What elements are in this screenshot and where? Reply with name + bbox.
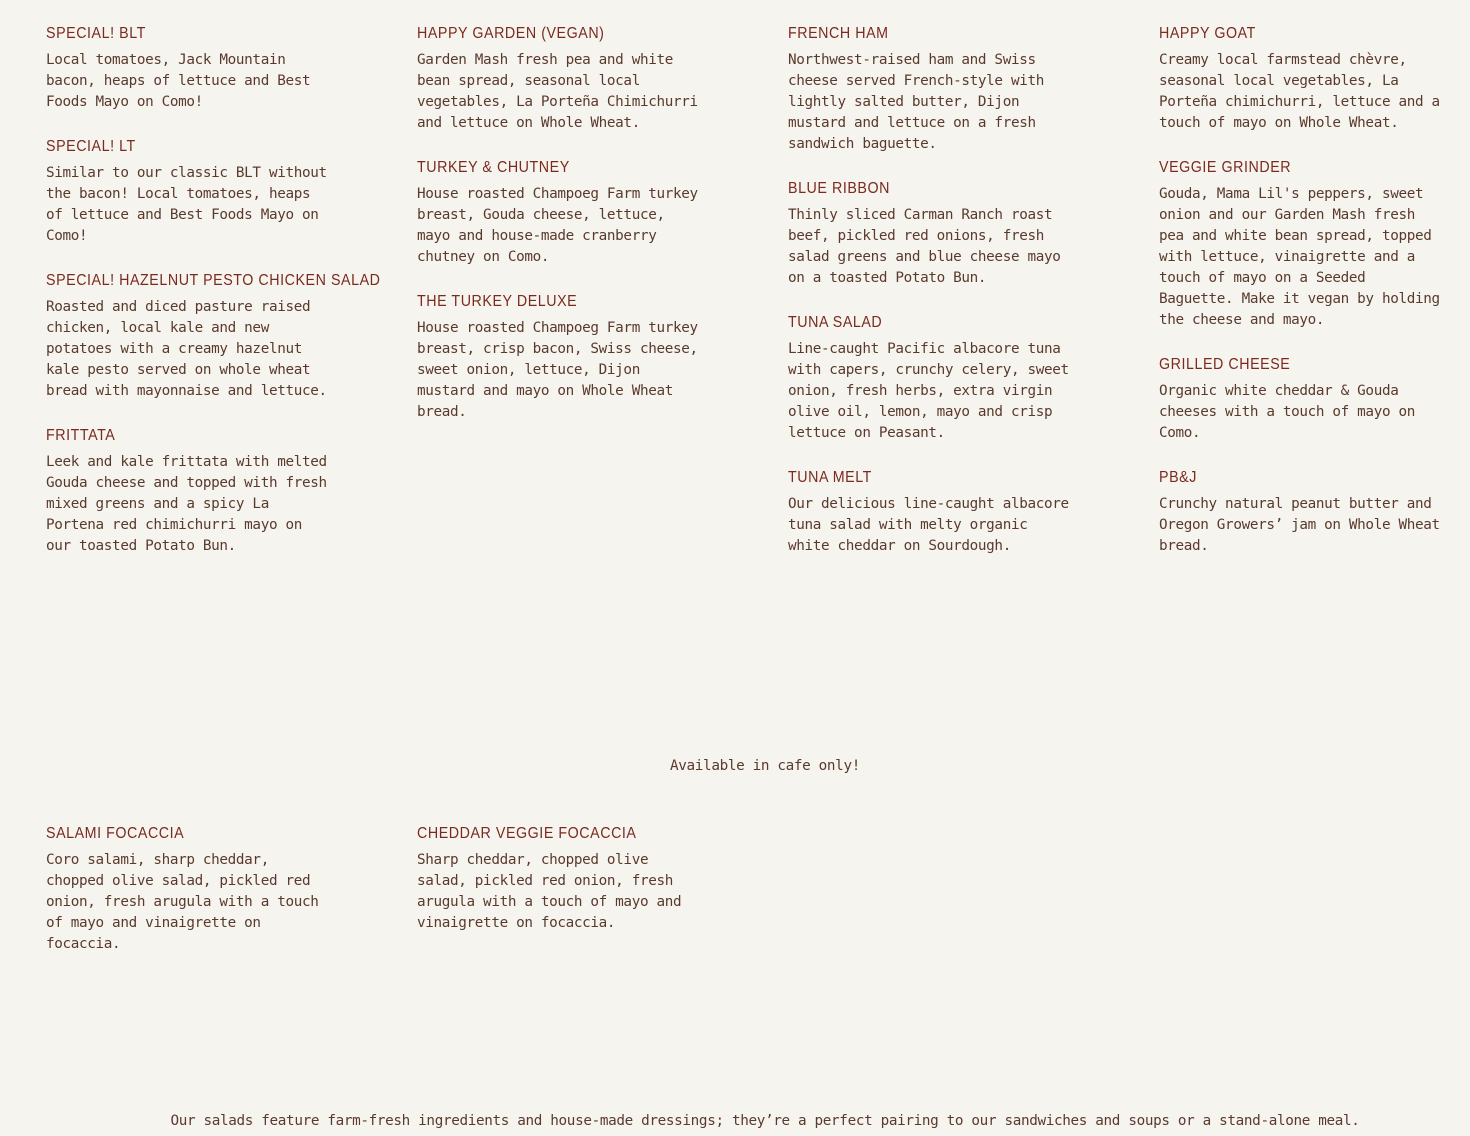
- menu-item-name: TUNA SALAD: [788, 314, 883, 331]
- menu-item: [417, 292, 740, 423]
- menu-item: [788, 24, 1111, 155]
- menu-item-description: Gouda, Mama Lil's peppers, sweet onion and our Garden Mash fresh pea and white bean spread, topped with lettuce, vinaigrette and a touch of mayo on a Seeded Baguette. Make it vegan by holding the cheese and mayo.: [1159, 186, 1440, 328]
- menu-item-description: Similar to our classic BLT without the bacon! Local tomatoes, heaps of lettuce and Best Foods Mayo on Como!: [46, 165, 327, 244]
- menu-item-description: Our delicious line-caught albacore tuna salad with melty organic white cheddar on Sourdough.: [788, 496, 1069, 554]
- salads-footer-text: Our salads feature farm-fresh ingredients and house-made dressings; they’re a perfect pairing to our sandwiches and soups or a stand-alone meal.: [170, 1113, 1360, 1129]
- menu-item-description: Creamy local farmstead chèvre, seasonal local vegetables, La Porteña chimichurri, lettuce and a touch of mayo on Whole Wheat.: [1159, 52, 1440, 131]
- menu-column-2: [417, 24, 788, 581]
- menu-item: [46, 24, 369, 113]
- menu-item-description: House roasted Champoeg Farm turkey breast, Gouda cheese, lettuce, mayo and house-made cranberry chutney on Como.: [417, 186, 698, 265]
- menu-item-name: FRENCH HAM: [788, 25, 889, 42]
- menu-item-description: Sharp cheddar, chopped olive salad, pickled red onion, fresh arugula with a touch of mayo and vinaigrette on focaccia.: [417, 852, 682, 931]
- menu-item-name: BLUE RIBBON: [788, 180, 890, 197]
- menu-item-description: Line-caught Pacific albacore tuna with capers, crunchy celery, sweet onion, fresh herbs, extra virgin olive oil, lemon, mayo and crisp lettuce on Peasant.: [788, 341, 1069, 441]
- menu-item: [788, 179, 1111, 289]
- menu-item: [788, 468, 1111, 557]
- menu-item-name: TURKEY & CHUTNEY: [417, 159, 570, 176]
- menu-item: [788, 313, 1111, 444]
- cafe-column-2: [417, 824, 788, 979]
- menu-item: [417, 24, 740, 134]
- menu-item-description: Roasted and diced pasture raised chicken, local kale and new potatoes with a creamy hazelnut kale pesto served on whole wheat bread with mayonnaise and lettuce.: [46, 299, 327, 399]
- menu-item-name: HAPPY GARDEN (VEGAN): [417, 25, 605, 42]
- menu-item: [417, 158, 740, 268]
- menu-item: [1159, 355, 1446, 444]
- menu-item: [46, 426, 369, 557]
- menu-item-name: TUNA MELT: [788, 469, 872, 486]
- menu-item: [1159, 158, 1446, 331]
- menu-item-name: FRITTATA: [46, 427, 116, 444]
- menu-item-name: VEGGIE GRINDER: [1159, 159, 1292, 176]
- menu-item: [1159, 24, 1446, 134]
- menu-item-name: HAPPY GOAT: [1159, 25, 1256, 42]
- menu-item-name: SPECIAL! BLT: [46, 25, 146, 42]
- menu-item: [417, 824, 788, 934]
- menu-column-1: [46, 24, 417, 581]
- menu-item-description: House roasted Champoeg Farm turkey breast, crisp bacon, Swiss cheese, sweet onion, lettuce, Dijon mustard and mayo on Whole Wheat bread.: [417, 320, 698, 420]
- menu-item-description: Leek and kale frittata with melted Gouda cheese and topped with fresh mixed greens and a spicy La Portena red chimichurri mayo on our toasted Potato Bun.: [46, 454, 327, 554]
- menu-item-description: Local tomatoes, Jack Mountain bacon, heaps of lettuce and Best Foods Mayo on Como!: [46, 52, 311, 110]
- menu-item-description: Organic white cheddar & Gouda cheeses with a touch of mayo on Como.: [1159, 383, 1415, 441]
- cafe-column-1: [46, 824, 417, 979]
- cafe-only-notice: Available in cafe only!: [670, 758, 860, 774]
- menu-item: [46, 824, 369, 955]
- menu-item-name: GRILLED CHEESE: [1159, 356, 1291, 373]
- menu-item: [46, 271, 381, 402]
- menu-column-3: [788, 24, 1159, 581]
- menu-item: [1159, 468, 1446, 557]
- menu-item-description: Northwest-raised ham and Swiss cheese served French-style with lightly salted butter, Dijon mustard and lettuce on a fresh sandwich baguette.: [788, 52, 1044, 152]
- menu-item: [46, 137, 369, 247]
- menu-item-description: Coro salami, sharp cheddar, chopped olive salad, pickled red onion, fresh arugula with a touch of mayo and vinaigrette on focaccia.: [46, 852, 319, 952]
- menu-item-name: THE TURKEY DELUXE: [417, 293, 578, 310]
- menu-item-description: Thinly sliced Carman Ranch roast beef, pickled red onions, fresh salad greens and blue cheese mayo on a toasted Potato Bun.: [788, 207, 1061, 286]
- menu-item-name: SALAMI FOCACCIA: [46, 825, 185, 842]
- cafe-menu-grid: [46, 824, 1446, 979]
- menu-item-description: Crunchy natural peanut butter and Oregon Growers’ jam on Whole Wheat bread.: [1159, 496, 1440, 554]
- menu-item-name: SPECIAL! HAZELNUT PESTO CHICKEN SALAD: [46, 272, 381, 289]
- menu-item-description: Garden Mash fresh pea and white bean spread, seasonal local vegetables, La Porteña Chimichurri and lettuce on Whole Wheat.: [417, 52, 698, 131]
- menu-item-name: SPECIAL! LT: [46, 138, 136, 155]
- menu-item-name: CHEDDAR VEGGIE FOCACCIA: [417, 825, 637, 842]
- menu-item-name: PB&J: [1159, 469, 1197, 486]
- menu-column-4: [1159, 24, 1446, 581]
- sandwich-menu-grid: [46, 24, 1446, 581]
